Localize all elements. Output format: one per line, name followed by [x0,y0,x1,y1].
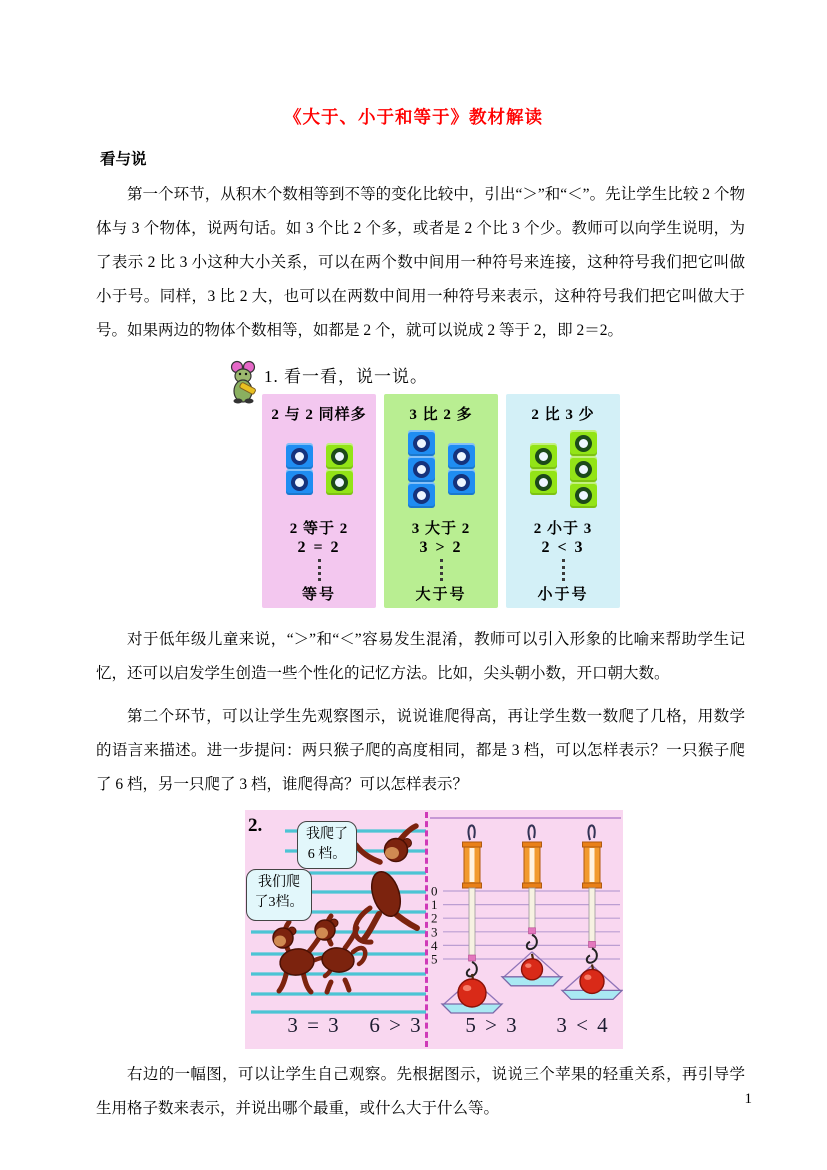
panel-symbol-name: 等号 [301,587,336,603]
linking-cube-blue [448,443,475,469]
bubble-line: 6 档。 [307,847,347,862]
cube-hole [575,487,592,504]
section-heading: 看与说 [100,151,147,168]
block-stack [326,443,353,495]
cube-hole [453,448,470,465]
figure2-number: 2. [248,815,263,836]
block-stack [286,443,313,495]
cube-hole [413,435,430,452]
paragraph-4: 右边的一幅图，可以让学生自己观察。先根据图示，说说三个苹果的轻重关系，再引导学生用格子数来表示，并说出哪个最重，或什么大于什么等。 [96,1066,745,1117]
ladder-equation-greater: 6 > 3 [369,1013,423,1037]
paragraph-3: 第二个环节，可以让学生先观察图示，说说谁爬得高，再让学生数一数爬了几格，用数学的语言来描述。进一步提问：两只猴子爬的高度相同，都是 3 档，可以怎样表示？一只猴子爬了 6 档，另一只爬了 3 档，谁爬得高？可以怎样表示？ [96,708,745,793]
linking-cube-green [570,456,597,482]
speech-bubble-3 [246,869,312,921]
panel-symbol-name: 大于号 [415,587,467,603]
comparison-panel [506,394,620,608]
paragraph-1: 第一个环节，从积木个数相等到不等的变化比较中，引出“＞”和“＜”。先让学生比较 2 个物体与 3 个物体，说两句话。如 3 个比 2 个多，或者是 2 个比 3 个少。教师可以向学生说明，为了表示 2 比 3 小这种大小关系，可以在两个数中间用一种符号来连接，这种符号我们把它叫做小于号。同样，3 比 2 大，也可以在两数中间用一种符号来表示，这种符号我们把它叫做大于号。如果两边的物体个数相等，如都是 2 个，就可以说成 2 等于 2，即 2＝2。 [96,186,745,339]
linking-cube-green [326,443,353,469]
block-stack [530,443,557,495]
panel-title: 2 比 3 少 [531,407,595,423]
cube-hole [291,448,308,465]
ladder-equation-equal: 3 = 3 [287,1013,341,1037]
hanger-loop-icon [588,825,594,840]
comparison-panel [262,394,376,608]
linking-cube-green [326,469,353,495]
ladder-panel [245,810,428,1049]
scale-equation-less: 3 < 4 [556,1013,610,1037]
comparison-panel [384,394,498,608]
linking-cube-blue [286,443,313,469]
speech-bubble-6 [297,821,357,869]
panel-statement: 2 等于 2 [289,521,349,537]
linking-cube-green [570,430,597,456]
apple-icon [580,969,604,993]
page-number: 1 [744,1091,752,1107]
hook-icon [587,948,597,962]
figure-block-comparison [228,360,628,614]
scale-tick-label: 0 [431,883,438,899]
panel-title: 3 比 2 多 [409,407,473,423]
linking-cube-blue [408,430,435,456]
block-stacks [384,426,498,512]
hanger-loop-icon [468,825,474,840]
paragraph-2: 对于低年级儿童来说，“＞”和“＜”容易发生混淆，教师可以引入形象的比喻来帮助学生记忆，还可以启发学生创造一些个性化的记忆方法。比如，尖头朝小数，开口朝大数。 [96,631,745,682]
cube-hole [291,474,308,491]
panel-expression: 2 = 2 [297,539,341,556]
figure-monkeys-and-scales [245,810,623,1049]
panel-expression: 3 > 2 [419,539,463,556]
panel-statement: 3 大于 2 [411,521,471,537]
block-stack [448,443,475,495]
cube-hole [575,435,592,452]
bubble-line: 了3档。 [254,895,304,910]
dotted-connector [562,559,565,581]
block-stack [570,430,597,508]
cube-hole [453,474,470,491]
scale-tick-label: 2 [431,910,438,926]
scale-tick-label: 4 [431,937,438,953]
hanger-loop-icon [528,825,534,840]
scale-tick-label: 1 [431,897,438,913]
comparison-panels [262,394,620,608]
spring-scale [562,825,622,999]
climbing-monkey-icon [355,826,417,942]
scale-equation-greater: 5 > 3 [465,1013,519,1037]
panel-expression: 2 < 3 [541,539,585,556]
cube-hole [413,461,430,478]
linking-cube-blue [286,469,313,495]
scale-tick-label: 5 [431,951,438,967]
linking-cube-blue [408,482,435,508]
cube-hole [331,448,348,465]
cube-hole [535,448,552,465]
spring-scale [502,825,562,985]
block-stacks [506,426,620,512]
cube-hole [575,461,592,478]
block-stack [408,430,435,508]
panel-title: 2 与 2 同样多 [271,407,367,423]
linking-cube-green [570,482,597,508]
page-title: 《大于、小于和等于》教材解读 [284,107,543,127]
panel-symbol-name: 小于号 [537,587,589,603]
hook-icon [527,935,537,949]
apple-icon [522,959,543,980]
bubble-line: 我爬了 [306,827,348,842]
spring-scale [442,825,502,1013]
block-stacks [262,426,376,512]
apple-icon [458,979,486,1007]
panel-statement: 2 小于 3 [533,521,593,537]
dotted-connector [318,559,321,581]
mouse-icon [228,360,262,404]
cube-hole [535,474,552,491]
bubble-line: 我们爬 [258,875,300,890]
dotted-connector [440,559,443,581]
linking-cube-green [530,469,557,495]
linking-cube-green [530,443,557,469]
linking-cube-blue [448,469,475,495]
scale-tick-label: 3 [431,924,438,940]
figure1-caption: 1. 看一看，说一说。 [264,367,428,386]
linking-cube-blue [408,456,435,482]
cube-hole [331,474,348,491]
cube-hole [413,487,430,504]
